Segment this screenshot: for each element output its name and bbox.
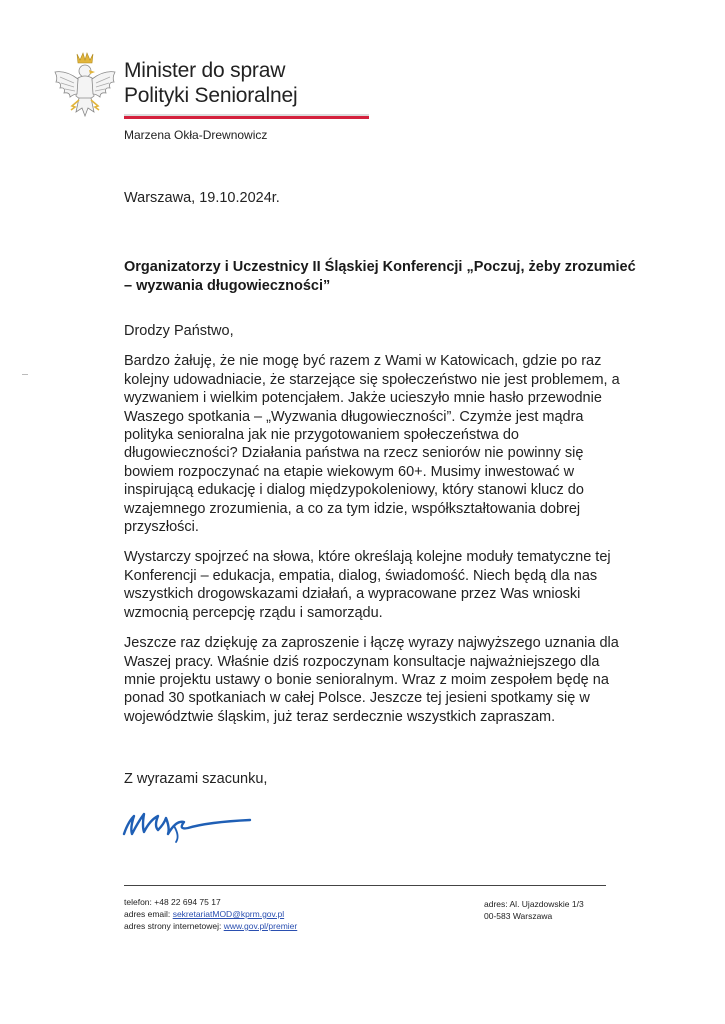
- footer-divider: [124, 885, 606, 886]
- footer-contact: [124, 896, 297, 932]
- letter-body: [124, 322, 624, 738]
- flag-divider: [124, 114, 369, 120]
- footer-web-link[interactable]: www.gov.pl/premier: [223, 921, 298, 931]
- ministry-title-line2: Polityki Senioralnej: [124, 84, 298, 107]
- letter-closing: Z wyrazami szacunku,: [124, 771, 268, 787]
- letter-paragraph-3: Jeszcze raz dziękuję za zaproszenie i łączę wyrazy najwyższego uznania dla Waszej pracy. Właśnie dziś rozpoczynam konsultacje najważniejszego dla mnie projektu ustawy o bonie senioralnym. Wraz z moim zespołem będę na ponad 30 spotkaniach w całej Polsce. Jeszcze tej jesieni spotkamy się w województwie śląskim, już teraz serdecznie wszystkich zapraszam.: [124, 635, 619, 725]
- footer-address: [484, 898, 584, 922]
- footer-address-line2: 00-583 Warszawa: [484, 911, 553, 921]
- footer-web-row: [124, 920, 297, 932]
- footer-phone-row: [124, 896, 297, 908]
- ministry-title-line1: Minister do spraw: [124, 59, 286, 82]
- footer-email-link[interactable]: sekretariatMOD@kprm.gov.pl: [172, 909, 285, 919]
- footer-web-label: adres strony internetowej:: [124, 921, 222, 931]
- minister-name: Marzena Okła-Drewnowicz: [124, 128, 268, 142]
- letter-paragraph-1: Bardzo żałuję, że nie mogę być razem z Wami w Katowicach, gdzie po raz kolejny udowadniacie, że starzejące się społeczeństwo nie jest problemem, a wyzwaniem i wielkim potencjałem. Jakże ucieszyło mnie hasło przewodnie Waszego spotkania – „Wyzwania długowieczności”. Czymże jest mądra polityka senioralna jak nie przygotowaniem społeczeństwa do długowieczności? Działania państwa na rzecz seniorów nie powinny się bowiem rozpoczynać na etapie wiekowym 60+. Musimy inwestować w inspirującą edukację i dialog międzypokoleniowy, który stanowi klucz do wzajemnego zrozumienia, a co za tym idzie, współkształtowania dobrej przyszłości.: [124, 353, 620, 536]
- footer-email-row: [124, 908, 297, 920]
- handwritten-signature-icon: [118, 800, 258, 845]
- polish-eagle-emblem-icon: [52, 50, 118, 124]
- letter-date: Warszawa, 19.10.2024r.: [124, 190, 280, 206]
- letter-greeting: Drodzy Państwo,: [124, 323, 234, 339]
- letter-paragraph-2: Wystarczy spojrzeć na słowa, które określają kolejne moduły tematyczne tej Konferencji – edukacja, empatia, dialog, świadomość. Niech będą dla nas wszystkich drogowskazami działań, a wypracowane przez Was wnioski wzmocnią percepcję rządu i samorządu.: [124, 549, 611, 621]
- footer-email-label: adres email:: [124, 909, 171, 919]
- ministry-title: [124, 58, 297, 108]
- footer-address-line1: adres: Al. Ujazdowskie 1/3: [484, 899, 584, 909]
- scan-mark: [22, 374, 28, 375]
- footer-phone-label: telefon:: [124, 897, 152, 907]
- footer-phone: +48 22 694 75 17: [154, 897, 221, 907]
- letter-addressee: Organizatorzy i Uczestnicy II Śląskiej Konferencji „Poczuj, żeby zrozumieć – wyzwania długowieczności”: [124, 259, 636, 294]
